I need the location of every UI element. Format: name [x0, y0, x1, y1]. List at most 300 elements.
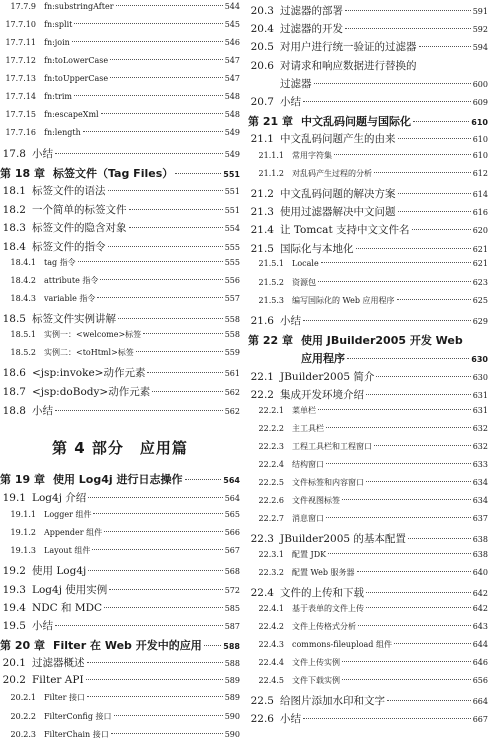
toc-entry-title: 实例一：<welcome>标签: [44, 330, 142, 339]
toc-entry-number: 17.7.13: [5, 74, 36, 83]
toc-page-number: 588: [224, 659, 240, 668]
dot-leader: [413, 121, 469, 122]
toc-entry-number: 22.2: [250, 389, 274, 401]
toc-entry-number: 17.7.12: [5, 56, 36, 65]
toc-page-number: 557: [224, 294, 240, 303]
dot-leader: [110, 77, 223, 78]
toc-page-number: 551: [223, 170, 240, 179]
toc-chapter-entry[interactable]: [0, 471, 240, 488]
dot-leader: [314, 83, 471, 84]
toc-entry-title: JBuilder2005 简介: [280, 371, 375, 383]
toc-entry-number: 22.4.4: [258, 658, 284, 667]
toc-page-number: 632: [472, 424, 488, 433]
toc-page-number: 565: [224, 510, 240, 519]
toc-entry-number: 18.6: [2, 367, 26, 379]
toc-entry-number: 第 20 章: [0, 639, 45, 652]
toc-subsection-entry[interactable]: [0, 347, 240, 364]
toc-entry-title: 给图片添加水印和文字: [280, 695, 385, 707]
toc-subsection-entry[interactable]: [248, 513, 488, 530]
dot-leader: [111, 733, 223, 734]
toc-page-number: 632: [472, 442, 488, 451]
toc-page-number: 612: [472, 169, 488, 178]
toc-page-number: 590: [224, 730, 240, 739]
dot-leader: [147, 372, 222, 373]
toc-entry-title: 小结: [32, 620, 53, 632]
toc-page-number: 646: [472, 658, 488, 667]
toc-entry-title: <jsp:doBody>动作元素: [32, 386, 151, 398]
dot-leader: [97, 297, 222, 298]
toc-entry-number: 18.4: [2, 241, 26, 253]
toc-page-number: 549: [224, 150, 240, 159]
toc-page-number: 585: [224, 604, 240, 613]
toc-entry-number: 19.5: [2, 620, 26, 632]
toc-page-number: 562: [224, 388, 240, 397]
toc-page-number: 631: [472, 406, 488, 415]
toc-entry-number: 20.1: [2, 657, 26, 669]
toc-entry-number: 19.1: [2, 492, 26, 504]
toc-page-number: 547: [224, 74, 240, 83]
dot-leader: [326, 463, 471, 464]
dot-leader: [342, 679, 471, 680]
toc-section-entry[interactable]: [248, 693, 488, 710]
dot-leader: [398, 193, 471, 194]
toc-entry-title: fn:toLowerCase: [44, 56, 109, 65]
toc-subsection-entry[interactable]: [0, 74, 240, 91]
toc-entry-title: Log4j 介绍: [32, 492, 87, 504]
toc-section-entry[interactable]: [0, 384, 240, 401]
toc-subsection-entry[interactable]: [0, 692, 240, 709]
toc-subsection-entry[interactable]: [0, 275, 240, 292]
toc-page-number: 620: [472, 226, 488, 235]
toc-subsection-entry[interactable]: [0, 509, 240, 526]
toc-entry-number: 20.2.1: [10, 693, 36, 702]
toc-subsection-entry[interactable]: [0, 545, 240, 562]
toc-entry-number: 17.7.9: [10, 2, 36, 11]
toc-entry-number: 17.7.10: [5, 20, 36, 29]
toc-section-entry[interactable]: [248, 204, 488, 221]
toc-entry-title: 标签文件（Tag Files）: [52, 167, 174, 180]
toc-entry-number: 19.1.1: [10, 510, 36, 519]
dot-leader: [114, 715, 223, 716]
toc-entry-number: 22.3.2: [258, 568, 284, 577]
toc-entry-title: 工程工具栏和工程窗口: [292, 442, 372, 451]
dot-leader: [118, 318, 223, 319]
toc-section-entry[interactable]: [248, 94, 488, 111]
dot-leader: [303, 718, 471, 719]
toc-entry-number: 21.5.2: [258, 278, 284, 287]
toc-subsection-entry[interactable]: [248, 277, 488, 294]
toc-page-number: 610: [471, 118, 488, 127]
toc-page-number: 631: [472, 391, 488, 400]
dot-leader: [318, 409, 471, 410]
toc-entry-title: 实例二：<toHtml>标签: [44, 348, 134, 357]
toc-page-number: 562: [224, 407, 240, 416]
toc-entry-title: 配置 Web 服务器: [292, 568, 355, 577]
toc-entry-number: 17.7.11: [5, 38, 36, 47]
toc-entry-title: 消息窗口: [292, 514, 324, 523]
toc-entry-title: 文件标签和内容窗口: [292, 478, 364, 487]
toc-section-entry[interactable]: [248, 222, 488, 239]
toc-entry-title: 使用 JBuilder2005 开发 Web: [300, 334, 463, 347]
toc-section-entry[interactable]: [248, 21, 488, 38]
toc-section-entry[interactable]: [248, 531, 488, 548]
toc-entry-title: JBuilder2005 的基本配置: [280, 533, 406, 545]
toc-entry-title: 过滤器: [280, 78, 312, 90]
dot-leader: [326, 427, 471, 428]
toc-section-entry[interactable]: [0, 202, 240, 219]
toc-section-entry[interactable]: [0, 618, 240, 635]
toc-page-number: 589: [224, 693, 240, 702]
dot-leader: [55, 625, 223, 626]
part-title: 第 4 部分 应用篇: [52, 439, 188, 457]
toc-page-number: 549: [224, 128, 240, 137]
toc-page-number: 642: [472, 589, 488, 598]
toc-entry-title: 过滤器概述: [32, 657, 85, 669]
dot-leader: [342, 499, 471, 500]
toc-subsection-entry[interactable]: [248, 150, 488, 167]
toc-section-entry[interactable]: [0, 403, 240, 420]
dot-leader: [356, 248, 471, 249]
toc-entry-title: 配置 JDK: [292, 550, 327, 559]
toc-page-number: 588: [223, 642, 240, 651]
toc-page-number: 629: [472, 317, 488, 326]
toc-section-entry[interactable]: [0, 311, 240, 328]
toc-subsection-entry[interactable]: [0, 92, 240, 109]
toc-entry-number: 22.6: [250, 713, 274, 725]
dot-leader: [328, 553, 471, 554]
toc-section-entry[interactable]: [248, 131, 488, 148]
toc-entry-title: fn:escapeXml: [44, 110, 99, 119]
toc-subsection-entry[interactable]: [248, 259, 488, 276]
toc-page-number: 564: [224, 494, 240, 503]
toc-entry-title: fn:join: [44, 38, 70, 47]
toc-entry-number: 18.7: [2, 386, 26, 398]
dot-leader: [366, 592, 471, 593]
toc-subsection-entry[interactable]: [248, 295, 488, 312]
dot-leader: [88, 497, 222, 498]
toc-section-entry[interactable]: [248, 58, 488, 75]
toc-subsection-entry[interactable]: [0, 128, 240, 145]
toc-entry-number: 21.2: [250, 188, 274, 200]
toc-entry-title: 让 Tomcat 支持中文文件名: [280, 224, 410, 236]
toc-page-number: 644: [472, 640, 488, 649]
toc-subsection-entry[interactable]: [248, 603, 488, 620]
toc-section-entry[interactable]: [248, 241, 488, 258]
toc-entry-number: 19.3: [2, 584, 26, 596]
dot-leader: [72, 41, 223, 42]
toc-entry-number: 19.4: [2, 602, 26, 614]
toc-entry-title: variable 指令: [44, 294, 96, 303]
dot-leader: [136, 351, 223, 352]
toc-entry-number: 17.8: [2, 148, 26, 160]
toc-entry-number: 19.1.2: [10, 528, 36, 537]
dot-leader: [100, 279, 222, 280]
toc-page-number: 625: [472, 296, 488, 305]
toc-page-number: 667: [472, 715, 488, 724]
toc-page-number: 637: [472, 514, 488, 523]
toc-page-number: 610: [472, 135, 488, 144]
toc-subsection-entry[interactable]: [0, 38, 240, 55]
toc-page-number: 567: [224, 546, 240, 555]
dot-leader: [387, 700, 471, 701]
toc-page-number: 621: [472, 259, 488, 268]
toc-entry-title: 标签文件的指令: [32, 241, 106, 253]
toc-section-entry[interactable]: [248, 585, 488, 602]
toc-page-number: 572: [224, 586, 240, 595]
toc-section-entry[interactable]: [248, 711, 488, 728]
toc-subsection-entry[interactable]: [0, 110, 240, 127]
toc-page-number: 638: [472, 550, 488, 559]
toc-entry-number: 21.5.1: [258, 259, 284, 268]
dot-leader: [347, 358, 469, 359]
toc-page-number: 640: [472, 568, 488, 577]
toc-subsection-entry[interactable]: [248, 657, 488, 674]
toc-page-number: 568: [224, 567, 240, 576]
toc-entry-title: 文件上传格式分析: [292, 622, 356, 631]
toc-entry-number: 17.7.16: [5, 128, 36, 137]
toc-entry-number: 20.2.2: [10, 712, 36, 721]
toc-entry-title: 对请求和响应数据进行替换的: [280, 60, 417, 72]
toc-entry-number: 21.5: [250, 243, 274, 255]
toc-entry-number: 20.7: [250, 96, 274, 108]
toc-entry-title: fn:length: [44, 128, 81, 137]
toc-entry-title: 过滤器的部署: [280, 5, 343, 17]
toc-page-number: 566: [224, 528, 240, 537]
dot-leader: [318, 281, 471, 282]
toc-subsection-entry[interactable]: [0, 527, 240, 544]
toc-entry-title: 主工具栏: [292, 424, 324, 433]
toc-entry-title: Layout 组件: [44, 546, 91, 555]
toc-entry-number: 21.3: [250, 206, 274, 218]
toc-entry-number: 22.5: [250, 695, 274, 707]
dot-leader: [342, 661, 471, 662]
dot-leader: [74, 95, 223, 96]
toc-subsection-entry[interactable]: [0, 20, 240, 37]
toc-section-entry[interactable]: [0, 220, 240, 237]
toc-chapter-entry[interactable]: [0, 165, 240, 182]
toc-page-number: 591: [472, 7, 488, 16]
toc-section-entry[interactable]: [248, 369, 488, 386]
toc-subsection-entry[interactable]: [0, 257, 240, 274]
toc-page-number: 594: [472, 43, 488, 52]
toc-entry-title: 过滤器的开发: [280, 23, 343, 35]
dot-leader: [55, 153, 223, 154]
toc-page-number: 623: [472, 278, 488, 287]
toc-entry-number: 20.2: [2, 674, 26, 686]
toc-entry-title: Log4j 使用实例: [32, 584, 108, 596]
dot-leader: [143, 333, 223, 334]
toc-subsection-entry[interactable]: [0, 711, 240, 728]
toc-entry-number: 第 21 章: [248, 115, 293, 128]
toc-entry-number: 18.8: [2, 405, 26, 417]
toc-subsection-entry[interactable]: [0, 293, 240, 310]
dot-leader: [129, 227, 223, 228]
toc-page-number: 556: [224, 276, 240, 285]
dot-leader: [204, 645, 222, 646]
toc-page-number: 630: [472, 373, 488, 382]
toc-section-entry[interactable]: [248, 39, 488, 56]
dot-leader: [408, 538, 471, 539]
toc-entry-title: 文件上传实例: [292, 658, 340, 667]
toc-page-number: 561: [224, 369, 240, 378]
toc-section-entry[interactable]: [248, 76, 488, 93]
toc-chapter-entry[interactable]: [248, 350, 488, 367]
toc-entry-number: 22.4.3: [258, 640, 284, 649]
toc-section-entry[interactable]: [0, 183, 240, 200]
toc-section-entry[interactable]: [0, 239, 240, 256]
dot-leader: [419, 46, 471, 47]
toc-page-number: 554: [224, 224, 240, 233]
toc-entry-title: 文件下载实例: [292, 676, 340, 685]
toc-section-entry[interactable]: [0, 600, 240, 617]
toc-entry-title: 中文乱码问题的解决方案: [280, 188, 396, 200]
toc-subsection-entry[interactable]: [248, 168, 488, 185]
toc-entry-number: 21.4: [250, 224, 274, 236]
toc-entry-title: 应用程序: [300, 352, 345, 365]
toc-page-number: 621: [472, 245, 488, 254]
toc-entry-number: 20.4: [250, 23, 274, 35]
toc-subsection-entry[interactable]: [248, 441, 488, 458]
toc-page-number: 555: [224, 243, 240, 252]
toc-entry-title: 对乱码产生过程的分析: [292, 169, 372, 178]
toc-section-entry[interactable]: [0, 490, 240, 507]
toc-page-number: 589: [224, 676, 240, 685]
toc-chapter-entry[interactable]: [0, 637, 240, 654]
dot-leader: [78, 261, 223, 262]
toc-subsection-entry[interactable]: [248, 459, 488, 476]
toc-page-number: 544: [224, 2, 240, 11]
toc-page-number: 616: [472, 208, 488, 217]
toc-entry-title: fn:toUpperCase: [44, 74, 109, 83]
toc-page-number: 558: [224, 330, 240, 339]
dot-leader: [92, 549, 222, 550]
toc-page-number: 592: [472, 25, 488, 34]
toc-section-entry[interactable]: [248, 313, 488, 330]
dot-leader: [87, 662, 223, 663]
toc-subsection-entry[interactable]: [248, 639, 488, 656]
toc-page-number: 664: [472, 697, 488, 706]
toc-chapter-entry[interactable]: [248, 113, 488, 130]
toc-subsection-entry[interactable]: [248, 567, 488, 584]
toc-subsection-entry[interactable]: [0, 329, 240, 346]
toc-section-entry[interactable]: [0, 655, 240, 672]
toc-entry-number: 20.6: [250, 60, 274, 72]
toc-subsection-entry[interactable]: [0, 56, 240, 73]
toc-entry-number: 18.3: [2, 222, 26, 234]
toc-subsection-entry[interactable]: [0, 729, 240, 746]
toc-section-entry[interactable]: [0, 365, 240, 382]
toc-entry-number: 18.5: [2, 313, 26, 325]
toc-entry-number: 第 22 章: [248, 334, 293, 347]
toc-entry-title: 中文乱码问题与国际化: [300, 115, 411, 128]
toc-entry-number: 20.5: [250, 41, 274, 53]
toc-entry-number: 22.2.1: [258, 406, 284, 415]
toc-section-entry[interactable]: [248, 186, 488, 203]
toc-entry-title: <jsp:invoke>动作元素: [32, 367, 146, 379]
dot-leader: [394, 643, 471, 644]
toc-section-entry[interactable]: [0, 563, 240, 580]
toc-entry-number: 18.5.1: [10, 330, 36, 339]
toc-entry-number: 21.1.2: [258, 169, 284, 178]
toc-entry-title: commons-fileupload 组件: [292, 640, 392, 649]
toc-entry-title: 使用过滤器解决中文问题: [280, 206, 396, 218]
dot-leader: [357, 571, 471, 572]
toc-page-number: 546: [224, 38, 240, 47]
toc-entry-title: Filter 在 Web 开发中的应用: [52, 639, 202, 652]
toc-entry-number: 18.4.1: [10, 258, 36, 267]
toc-entry-title: 一个简单的标签文件: [32, 204, 127, 216]
toc-entry-number: 17.7.14: [5, 92, 36, 101]
toc-page-number: 558: [224, 315, 240, 324]
dot-leader: [334, 154, 471, 155]
toc-entry-number: 22.2.7: [258, 514, 284, 523]
toc-entry-number: 22.3: [250, 533, 274, 545]
dot-leader: [108, 246, 223, 247]
toc-entry-number: 21.1: [250, 133, 274, 145]
toc-page-number: 555: [224, 258, 240, 267]
toc-entry-title: FilterChain 接口: [44, 730, 109, 739]
toc-page-number: 551: [224, 187, 240, 196]
dot-leader: [104, 531, 223, 532]
toc-entry-number: 21.6: [250, 315, 274, 327]
dot-leader: [345, 10, 471, 11]
dot-leader: [398, 138, 471, 139]
toc-page-number: 656: [472, 676, 488, 685]
toc-section-entry[interactable]: [0, 146, 240, 163]
toc-page-number: 633: [472, 460, 488, 469]
toc-entry-title: 小结: [32, 405, 53, 417]
toc-page-number: 548: [224, 110, 240, 119]
toc-entry-title: 常用字符集: [292, 151, 332, 160]
toc-page-number: 547: [224, 56, 240, 65]
toc-page-number: 614: [472, 190, 488, 199]
toc-entry-title: 小结: [280, 96, 301, 108]
dot-leader: [366, 481, 471, 482]
toc-subsection-entry[interactable]: [248, 675, 488, 692]
toc-page-number: 559: [224, 348, 240, 357]
toc-subsection-entry[interactable]: [248, 423, 488, 440]
dot-leader: [397, 299, 471, 300]
dot-leader: [412, 229, 471, 230]
toc-entry-title: 使用 Log4j: [32, 565, 87, 577]
toc-entry-number: 18.5.2: [10, 348, 36, 357]
toc-section-entry[interactable]: [0, 674, 240, 691]
dot-leader: [398, 211, 471, 212]
toc-entry-number: 21.5.3: [258, 296, 284, 305]
toc-subsection-entry[interactable]: [248, 549, 488, 566]
toc-entry-title: Logger 组件: [44, 510, 92, 519]
toc-page-number: 610: [472, 151, 488, 160]
toc-section-entry[interactable]: [248, 387, 488, 404]
toc-entry-title: 结构窗口: [292, 460, 324, 469]
toc-subsection-entry[interactable]: [248, 495, 488, 512]
toc-entry-number: 22.2.5: [258, 478, 284, 487]
toc-subsection-entry[interactable]: [248, 405, 488, 422]
toc-section-entry[interactable]: [0, 582, 240, 599]
toc-subsection-entry[interactable]: [248, 621, 488, 638]
toc-entry-title: attribute 指令: [44, 276, 99, 285]
toc-entry-title: 基于表单的文件上传: [292, 604, 364, 613]
toc-section-entry[interactable]: [248, 3, 488, 20]
dot-leader: [116, 5, 223, 6]
toc-entry-number: 22.1: [250, 371, 274, 383]
toc-entry-number: 第 19 章: [0, 473, 45, 486]
dot-leader: [374, 445, 471, 446]
toc-page-number: 634: [472, 478, 488, 487]
toc-subsection-entry[interactable]: [0, 2, 240, 19]
toc-subsection-entry[interactable]: [248, 477, 488, 494]
toc-chapter-entry[interactable]: [248, 332, 488, 349]
